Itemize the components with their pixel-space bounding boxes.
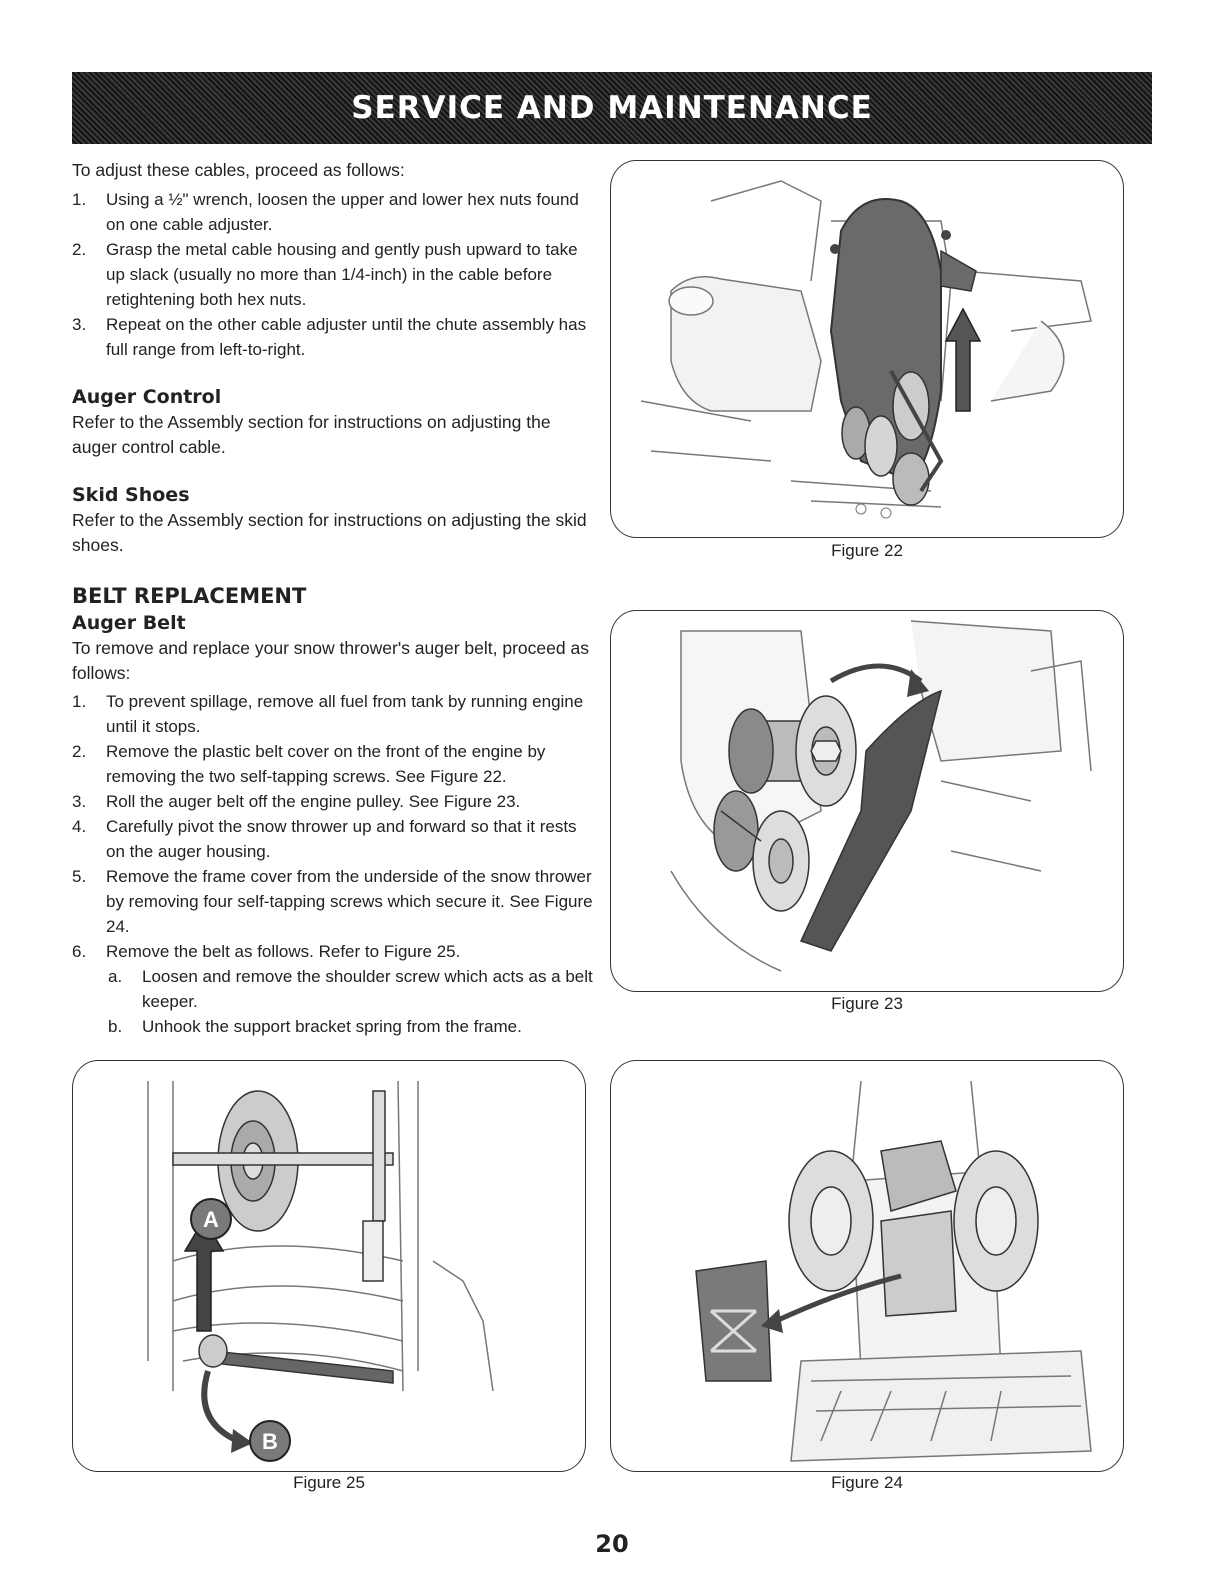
figure-23-caption: Figure 23 <box>831 994 903 1013</box>
figure-25-illustration <box>72 1060 586 1472</box>
callout-a-label: A <box>203 1207 219 1232</box>
list-item: 2. Grasp the metal cable housing and gently push upward to take up slack (usually no more than 1/4-inch) in the cable before retightening both hex nuts. <box>72 240 578 309</box>
list-item: 6. Remove the belt as follows. Refer to Figure 25. <box>72 942 461 961</box>
auger-belt-heading: Auger Belt <box>72 612 186 634</box>
auger-control-heading: Auger Control <box>72 386 222 408</box>
figure-24-illustration <box>610 1060 1124 1472</box>
list-item: 3. Repeat on the other cable adjuster until the chute assembly has full range from left-to-right. <box>72 315 587 359</box>
auger-belt-intro: To remove and replace your snow thrower's auger belt, proceed as follows: <box>72 638 589 683</box>
figure-22-illustration <box>610 160 1124 538</box>
belt-steps-list <box>72 689 597 1039</box>
figure-23-illustration <box>610 610 1124 992</box>
left-text-column <box>72 158 597 1039</box>
figure-22-caption: Figure 22 <box>831 541 903 560</box>
list-item: 2. Remove the plastic belt cover on the front of the engine by removing the two self-tapping screws. See Figure 22. <box>72 742 546 786</box>
callout-b-label: B <box>262 1429 278 1454</box>
cable-steps-list <box>72 187 597 362</box>
belt-replacement-heading: BELT REPLACEMENT <box>72 584 307 608</box>
list-item: 4. Carefully pivot the snow thrower up and forward so that it rests on the auger housing. <box>72 817 577 861</box>
list-item: 3. Roll the auger belt off the engine pulley. See Figure 23. <box>72 792 521 811</box>
skid-shoes-text: Refer to the Assembly section for instructions on adjusting the skid shoes. <box>72 510 587 555</box>
cable-intro: To adjust these cables, proceed as follows: <box>72 160 405 180</box>
figure-24-caption: Figure 24 <box>831 1473 903 1492</box>
page-number: 20 <box>595 1530 629 1558</box>
list-item: b. Unhook the support bracket spring from the frame. <box>108 1017 522 1036</box>
auger-control-text: Refer to the Assembly section for instructions on adjusting the auger control cable. <box>72 412 551 457</box>
list-item: 1. To prevent spillage, remove all fuel from tank by running engine until it stops. <box>72 692 584 736</box>
list-item: a. Loosen and remove the shoulder screw which acts as a belt keeper. <box>108 967 593 1011</box>
section-title: SERVICE AND MAINTENANCE <box>351 90 873 126</box>
section-banner <box>72 72 1152 144</box>
list-item: 1. Using a ½" wrench, loosen the upper and lower hex nuts found on one cable adjuster. <box>72 190 579 234</box>
skid-shoes-heading: Skid Shoes <box>72 484 190 506</box>
list-item: 5. Remove the frame cover from the underside of the snow thrower by removing four self-tapping screws which secure it. See Figure 24. <box>72 867 593 936</box>
figure-25-caption: Figure 25 <box>293 1473 365 1492</box>
